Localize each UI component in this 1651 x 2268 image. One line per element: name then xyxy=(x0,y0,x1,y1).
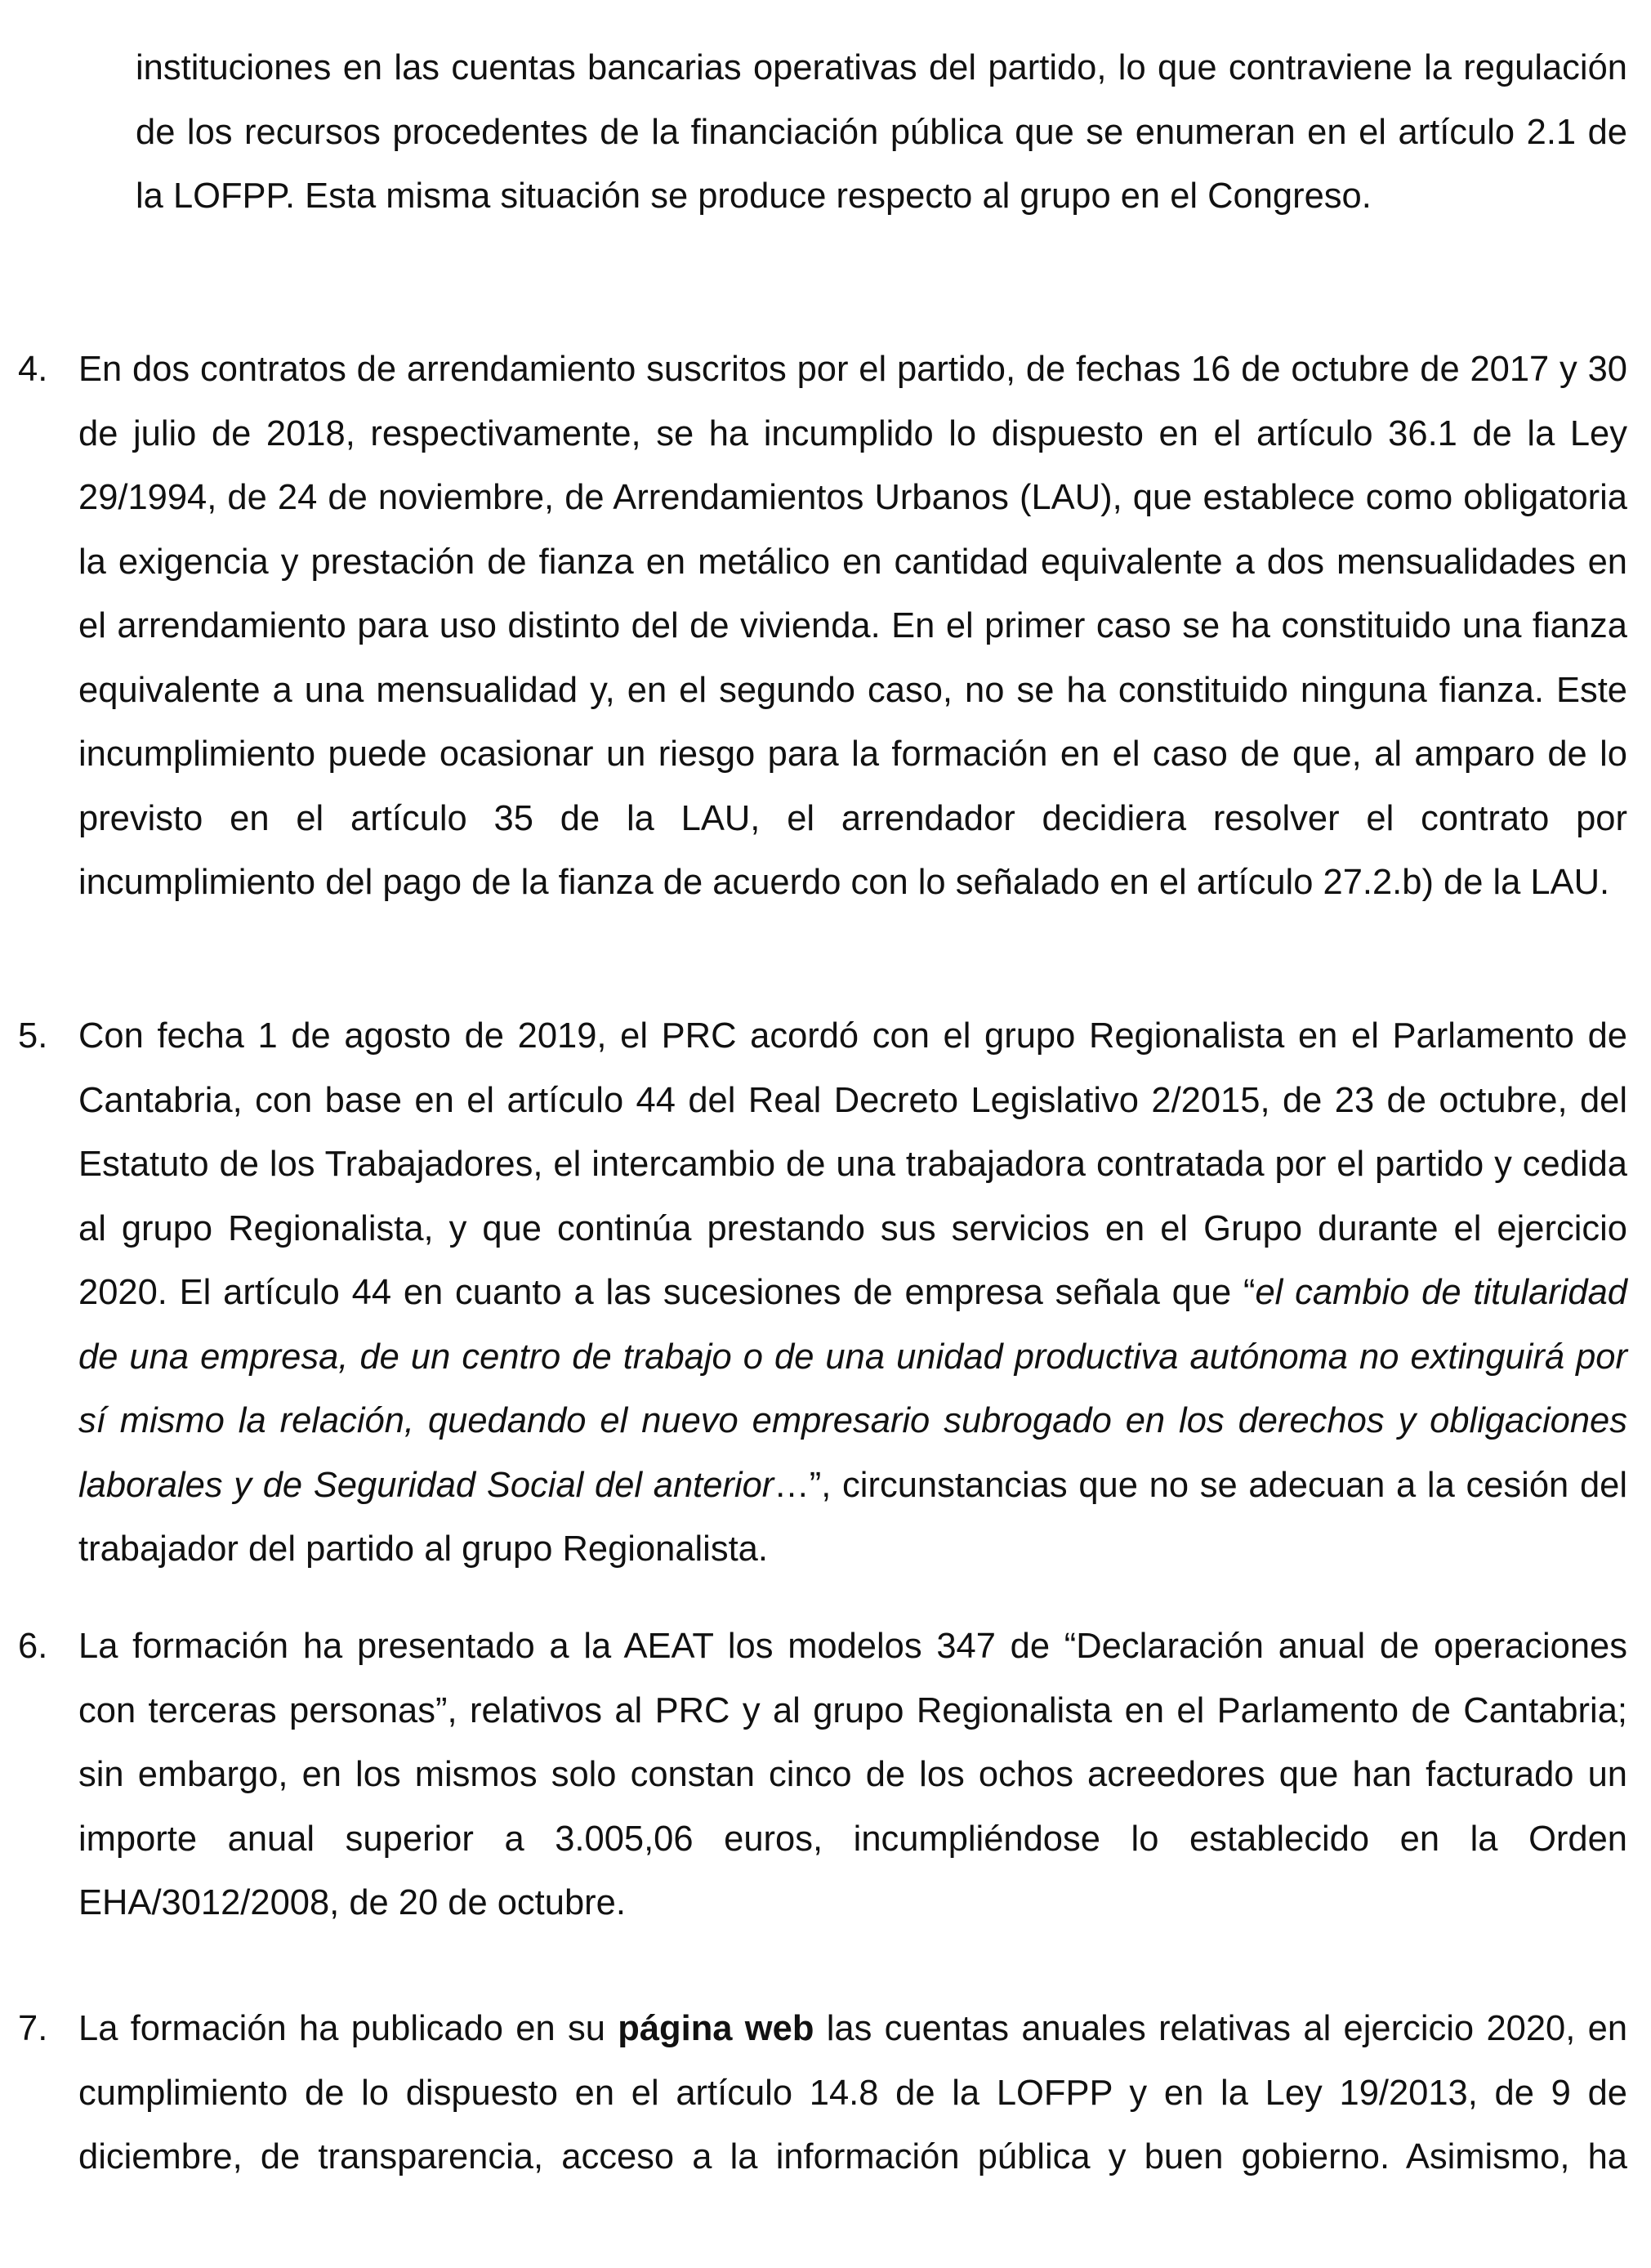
item-4-number: 4. xyxy=(18,350,48,389)
item-7-bold-text: página web xyxy=(618,2009,814,2048)
item-6-paragraph: La formación ha presentado a la AEAT los modelos 347 de “Declaración anual de operaciones con terceras personas”, relativos al PRC y al grupo Regionalista en el Parlamento de Cantabria; sin embargo, en los mismos solo constan cinco de los ochos acreedores que han facturado un importe anual superior a 3.005,06 euros, incumpliéndose lo establecido en la Orden EHA/3012/2008, de 20 de octubre. xyxy=(78,1627,1627,1922)
item-5-number: 5. xyxy=(18,1016,48,1056)
item-5-text-after: …”, circunstancias que no se adecuan a la cesión del trabajador del partido al grupo Regionalista. xyxy=(78,1465,1627,1569)
item-5-paragraph xyxy=(78,1004,1627,1582)
item-7-text-after: las cuentas anuales relativas al ejercicio 2020, en cumplimiento de lo dispuesto en el artículo 14.8 de la LOFPP y en la Ley 19/2013, de 9 de diciembre, de transparencia, acceso a la información pública y buen gobierno. Asimismo, ha xyxy=(78,2009,1628,2176)
item-7-text-before: La formación ha publicado en su xyxy=(78,2009,618,2048)
item-4-paragraph: En dos contratos de arrendamiento suscritos por el partido, de fechas 16 de octubre de 2017 y 30 de julio de 2018, respectivamente, se ha incumplido lo dispuesto en el artículo 36.1 de la Ley 29/1994, de 24 de noviembre, de Arrendamientos Urbanos (LAU), que establece como obligatoria la exigencia y prestación de fianza en metálico en cantidad equivalente a dos mensualidades en el arrendamiento para uso distinto del de vivienda. En el primer caso se ha constituido una fianza equivalente a una mensualidad y, en el segundo caso, no se ha constituido ninguna fianza. Este incumplimiento puede ocasionar un riesgo para la formación en el caso de que, al amparo de lo previsto en el artículo 35 de la LAU, el arrendador decidiera resolver el contrato por incumplimiento del pago de la fianza de acuerdo con lo señalado en el artículo 27.2.b) de la LAU. xyxy=(78,350,1627,902)
item-6-number: 6. xyxy=(18,1627,48,1666)
item-5-text-before: Con fecha 1 de agosto de 2019, el PRC acordó con el grupo Regionalista en el Parlamento de Cantabria, con base en el artículo 44 del Real Decreto Legislativo 2/2015, de 23 de octubre, del Estatuto de los Trabajadores, el intercambio de una trabajadora contratada por el partido y cedida al grupo Regionalista, y que continúa prestando sus servicios en el Grupo durante el ejercicio 2020. El artículo 44 en cuanto a las sucesiones de empresa señala que “ xyxy=(78,1016,1627,1312)
item-7-paragraph xyxy=(78,1997,1627,2190)
item-5-quote: el cambio de titularidad de una empresa, de un centro de trabajo o de una unidad productiva autónoma no extinguirá por sí mismo la relación, quedando el nuevo empresario subrogado en los derechos y obligaciones laborales y de Seguridad Social del anterior xyxy=(78,1273,1627,1505)
continuation-paragraph: instituciones en las cuentas bancarias operativas del partido, lo que contraviene la regulación de los recursos procedentes de la financiación pública que se enumeran en el artículo 2.1 de la LOFPP. Esta misma situación se produce respecto al grupo en el Congreso. xyxy=(136,48,1627,216)
item-7-number: 7. xyxy=(18,2009,48,2048)
